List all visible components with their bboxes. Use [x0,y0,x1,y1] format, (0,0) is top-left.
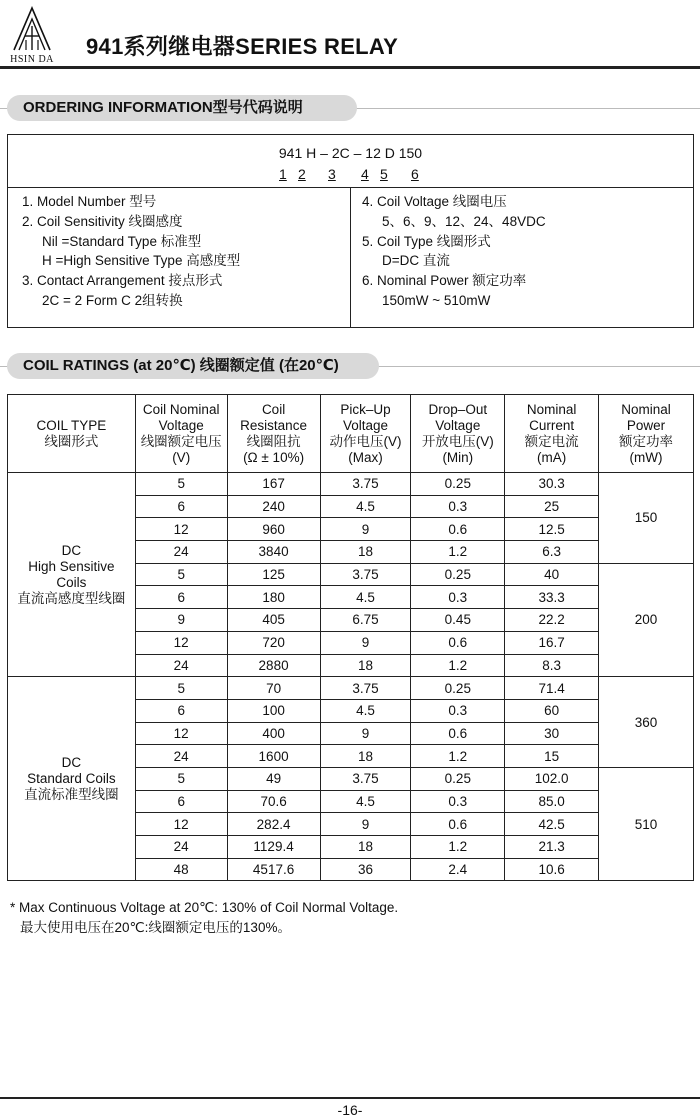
column-header-line: (V) [172,449,191,465]
column-header-line: Voltage [342,417,388,433]
table-header-row [8,395,694,473]
table-cell: 85.0 [505,790,599,813]
table-cell: 22.2 [505,609,599,632]
page-header [0,0,700,68]
table-cell: 18 [320,836,411,859]
table-cell: 9 [320,813,411,836]
code-number: 2 [298,166,306,182]
table-cell: 1.2 [411,836,505,859]
coil-type-line: 直流标准型线圈 [24,786,119,802]
table-cell: 16.7 [505,631,599,654]
table-cell: 18 [320,745,411,768]
column-header-line: 动作电压(V) [329,433,402,449]
logo-text: HSIN DA [10,54,54,65]
table-cell: 8.3 [505,654,599,677]
table-cell: 3.75 [320,473,411,496]
table-cell: 12.5 [505,518,599,541]
table-cell: 18 [320,654,411,677]
table-cell: 0.6 [411,631,505,654]
column-header-line: (Min) [442,449,474,465]
table-row [8,473,694,496]
table-cell: 0.6 [411,722,505,745]
nominal-power-cell: 200 [599,563,694,676]
column-header-line: Coil Nominal [142,401,220,417]
table-cell: 4517.6 [227,858,320,881]
table-cell: 6.75 [320,609,411,632]
page-number: -16- [337,1102,363,1118]
column-header-line: Current [529,417,575,433]
ordering-item: H =High Sensitive Type 高感度型 [42,253,241,269]
table-cell: 180 [227,586,320,609]
table-cell: 0.3 [411,495,505,518]
coil-type-line: Standard Coils [27,770,116,786]
table-cell: 3840 [227,541,320,564]
table-cell: 33.3 [505,586,599,609]
table-cell: 2880 [227,654,320,677]
table-cell: 24 [135,654,227,677]
table-cell: 400 [227,722,320,745]
column-header [411,395,505,473]
ordering-item: 5. Coil Type 线圈形式 [362,233,491,249]
table-cell: 6.3 [505,541,599,564]
ordering-item: 6. Nominal Power 额定功率 [362,273,527,289]
table-cell: 60 [505,699,599,722]
footnote-line: * Max Continuous Voltage at 20℃: 130% of Coil Normal Voltage. [10,900,399,915]
table-cell: 0.45 [411,609,505,632]
ordering-item: Nil =Standard Type 标准型 [42,233,202,249]
column-header-line: Power [626,417,666,433]
ordering-box [7,134,694,328]
table-cell: 24 [135,745,227,768]
table-cell: 12 [135,518,227,541]
column-header-line: 开放电压(V) [421,433,494,449]
table-cell: 5 [135,767,227,790]
table-cell: 9 [320,631,411,654]
company-logo [6,6,56,64]
ordering-left-column [22,192,240,311]
table-cell: 48 [135,858,227,881]
table-cell: 1129.4 [227,836,320,859]
page-title: 941系列继电器SERIES RELAY [86,34,399,59]
table-cell: 6 [135,495,227,518]
table-cell: 0.6 [411,813,505,836]
coil-type-cell [8,473,136,677]
table-cell: 0.3 [411,790,505,813]
column-header-line: (Max) [348,449,383,465]
table-cell: 21.3 [505,836,599,859]
table-cell: 720 [227,631,320,654]
table-cell: 12 [135,813,227,836]
column-header [599,395,694,473]
table-cell: 0.25 [411,563,505,586]
nominal-power-cell: 360 [599,677,694,768]
ordering-item: 150mW ~ 510mW [382,292,491,308]
coil-type-line: DC [61,754,82,770]
footnote [10,898,398,938]
table-cell: 3.75 [320,677,411,700]
table-cell: 960 [227,518,320,541]
column-header-line: COIL TYPE [36,417,107,433]
table-cell: 405 [227,609,320,632]
column-header [505,395,599,473]
hsinda-logo-icon [12,6,52,52]
table-cell: 6 [135,790,227,813]
table-cell: 5 [135,473,227,496]
code-number: 3 [328,166,336,182]
column-header-line: 线圈阻抗 [246,433,301,449]
column-header-line: Drop–Out [428,401,488,417]
column-header [227,395,320,473]
column-header-line: (mW) [629,449,663,465]
ordering-item: 1. Model Number 型号 [22,194,157,209]
table-cell: 100 [227,699,320,722]
table-cell: 40 [505,563,599,586]
table-cell: 49 [227,767,320,790]
code-number: 5 [380,166,388,182]
column-header [135,395,227,473]
table-cell: 1.2 [411,745,505,768]
table-cell: 4.5 [320,586,411,609]
table-cell: 25 [505,495,599,518]
table-cell: 24 [135,836,227,859]
column-header-line: Coil [261,401,286,417]
nominal-power-cell: 510 [599,767,694,880]
table-cell: 12 [135,722,227,745]
coil-type-line: 直流高感度型线圈 [17,590,126,606]
nominal-power-cell: 150 [599,473,694,564]
code-number: 1 [279,166,287,182]
table-cell: 6 [135,699,227,722]
column-header-line: Nominal [526,401,577,417]
column-header-line: 额定功率 [619,433,674,449]
ordering-item: D=DC 直流 [382,253,450,269]
table-cell: 0.25 [411,473,505,496]
table-cell: 15 [505,745,599,768]
column-header-line: Resistance [240,417,307,433]
table-cell: 102.0 [505,767,599,790]
ordering-heading: ORDERING INFORMATION型号代码说明 [7,95,357,121]
table-cell: 9 [135,609,227,632]
table-cell: 4.5 [320,699,411,722]
table-cell: 6 [135,586,227,609]
table-cell: 30.3 [505,473,599,496]
ordering-item: 4. Coil Voltage 线圈电压 [362,194,507,209]
table-cell: 9 [320,518,411,541]
coil-type-cell [8,677,136,881]
code-number: 4 [361,166,369,182]
table-cell: 70 [227,677,320,700]
footer-divider [0,1097,700,1099]
table-cell: 36 [320,858,411,881]
table-cell: 3.75 [320,563,411,586]
column-header-line: 线圈额定电压 [140,433,222,449]
table-cell: 5 [135,677,227,700]
table-cell: 0.25 [411,767,505,790]
column-header-line: 额定电流 [524,433,579,449]
table-cell: 24 [135,541,227,564]
table-cell: 0.3 [411,586,505,609]
header-divider [0,66,700,69]
ordering-item: 2. Coil Sensitivity 线圈感度 [22,213,183,229]
column-header [8,395,136,473]
column-header-line: (Ω ± 10%) [243,449,305,465]
column-header-line: Nominal [621,401,671,417]
table-cell: 70.6 [227,790,320,813]
table-cell: 12 [135,631,227,654]
table-cell: 9 [320,722,411,745]
table-cell: 1.2 [411,541,505,564]
ordering-item: 3. Contact Arrangement 接点形式 [22,273,223,289]
ordering-item: 5、6、9、12、24、48VDC [382,213,546,229]
coil-type-line: DC [61,542,82,558]
table-cell: 5 [135,563,227,586]
column-header-line: 线圈形式 [44,433,99,449]
column-header [320,395,411,473]
table-cell: 30 [505,722,599,745]
ordering-item: 2C = 2 Form C 2组转换 [42,292,183,308]
table-cell: 4.5 [320,790,411,813]
table-cell: 42.5 [505,813,599,836]
column-header-line: (mA) [537,449,567,465]
table-row [8,677,694,700]
column-header-line: Pick–Up [340,401,391,417]
code-example: 941 H – 2C – 12 D 150 [278,145,423,161]
coil-type-line: Coils [56,574,87,590]
coil-ratings-heading: COIL RATINGS (at 20℃) 线圈额定值 (在20℃) [7,353,379,379]
table-cell: 10.6 [505,858,599,881]
column-header-line: Voltage [158,417,204,433]
table-cell: 0.25 [411,677,505,700]
table-cell: 1600 [227,745,320,768]
coil-ratings-table [7,394,694,881]
table-cell: 3.75 [320,767,411,790]
table-cell: 240 [227,495,320,518]
ordering-right-column [362,192,546,311]
coil-type-line: High Sensitive [28,558,115,574]
ordering-column-divider [350,187,351,328]
table-cell: 282.4 [227,813,320,836]
table-cell: 1.2 [411,654,505,677]
footnote-line: 最大使用电压在20℃:线圈额定电压的130%。 [20,920,291,935]
table-cell: 4.5 [320,495,411,518]
table-cell: 0.3 [411,699,505,722]
table-cell: 2.4 [411,858,505,881]
table-cell: 0.6 [411,518,505,541]
table-cell: 71.4 [505,677,599,700]
column-header-line: Voltage [435,417,481,433]
table-cell: 125 [227,563,320,586]
table-cell: 167 [227,473,320,496]
code-number: 6 [411,166,419,182]
table-cell: 18 [320,541,411,564]
